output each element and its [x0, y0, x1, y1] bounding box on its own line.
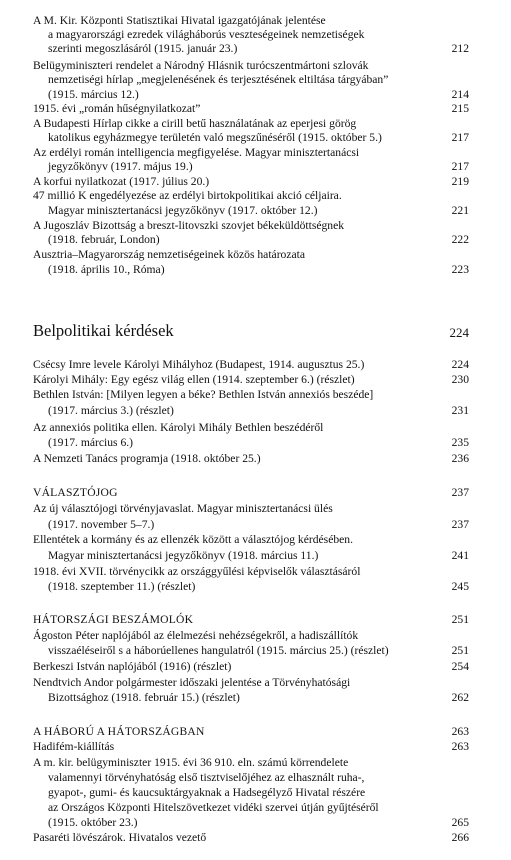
- toc-page-number: 251: [451, 613, 469, 626]
- toc-page-number: 236: [451, 452, 469, 465]
- toc-entry-text: (1918. február, London): [48, 233, 160, 246]
- toc-entry-text: Pasaréti lövészárok. Hivatalos vezető: [33, 831, 207, 844]
- toc-line: [0, 358, 511, 372]
- toc-entry-text: Ellentétek a kormány és az ellenzék között a választójog kérdésében.: [33, 533, 353, 546]
- toc-line: [0, 533, 511, 547]
- toc-line: [0, 756, 511, 770]
- toc-line: [0, 373, 511, 387]
- toc-page-number: 263: [451, 740, 469, 753]
- toc-page-number: 237: [451, 486, 469, 499]
- toc-line: [0, 160, 511, 174]
- toc-line: [0, 42, 511, 56]
- toc-page-number: 235: [451, 436, 469, 449]
- toc-page-number: 223: [451, 263, 469, 276]
- toc-entry-text: jegyzőkönyv (1917. május 19.): [48, 160, 193, 173]
- toc-line: [0, 404, 511, 418]
- toc-page-number: 215: [451, 102, 469, 115]
- toc-entry-text: (1915. március 12.): [48, 88, 139, 101]
- toc-page-number: 217: [451, 160, 469, 173]
- toc-line: [0, 831, 511, 845]
- toc-page-number: 214: [451, 88, 469, 101]
- toc-entry-text: 47 millió K engedélyezése az erdélyi birtokpolitikai akció céljaira.: [33, 189, 342, 202]
- toc-entry-text: gyapot-, gumi- és kaucsuktárgyaknak a Hadsegélyző Hivatal részére: [48, 786, 366, 799]
- toc-line: [0, 248, 511, 262]
- toc-entry-text: az Országos Központi Hitelszövetkezet vidéki szervei útján gyűjtéséről: [48, 801, 379, 814]
- toc-page-number: 217: [451, 131, 469, 144]
- toc-entry-text: A Budapesti Hírlap cikke a cirill betű használatának az eperjesi görög: [33, 117, 357, 130]
- toc-entry-text: A Jugoszláv Bizottság a breszt-litovszki szovjet békeküldöttségnek: [33, 219, 345, 232]
- toc-line: [0, 189, 511, 203]
- chapter-heading-title: Belpolitikai kérdések: [33, 321, 174, 340]
- toc-line: [0, 565, 511, 579]
- toc-entry-text: visszaéléseiről s a háborúellenes hangulatról (1915. március 25.) (részlet): [48, 644, 389, 657]
- toc-entry-text: Bizottsághoz (1918. február 15.) (részlet): [48, 691, 240, 704]
- toc-page-number: 212: [451, 42, 469, 55]
- toc-entry-text: A m. kir. belügyminiszter 1915. évi 36 910. eln. számú körrendelete: [33, 756, 349, 769]
- toc-line: [0, 771, 511, 785]
- toc-page-number: 263: [451, 725, 469, 738]
- toc-line: [0, 801, 511, 815]
- toc-line: [0, 452, 511, 466]
- toc-entry-text: Csécsy Imre levele Károlyi Mihályhoz (Budapest, 1914. augusztus 25.): [33, 358, 365, 371]
- toc-line: [0, 436, 511, 450]
- toc-line: [0, 204, 511, 218]
- toc-line: [0, 660, 511, 674]
- toc-line: [0, 740, 511, 754]
- toc-entry-text: (1918. szeptember 11.) (részlet): [48, 580, 196, 593]
- toc-entry-text: (1917. március 3.) (részlet): [48, 404, 174, 417]
- toc-line: [0, 102, 511, 116]
- toc-entry-text: Az erdélyi román intelligencia megfigyelése. Magyar minisztertanácsi: [33, 146, 360, 159]
- toc-line: [0, 691, 511, 705]
- toc-page-number: 221: [451, 204, 469, 217]
- toc-line: [0, 146, 511, 160]
- toc-entry-text: Hadifém-kiállítás: [33, 740, 115, 753]
- toc-page-number: 237: [451, 518, 469, 531]
- toc-entry-text: nemzetiségi hírlap „megjelenésének és terjesztésének eltiltása tárgyában”: [48, 73, 389, 86]
- toc-entry-text: Az új választójogi törvényjavaslat. Magyar minisztertanácsi ülés: [33, 502, 333, 515]
- toc-line: [0, 421, 511, 435]
- toc-line: [0, 14, 511, 28]
- toc-page-number: 262: [451, 691, 469, 704]
- toc-line: [0, 175, 511, 189]
- chapter-heading: [0, 322, 511, 342]
- toc-entry-text: 1918. évi XVII. törvénycikk az országgyűlési képviselők választásáról: [33, 565, 361, 578]
- toc-page-number: 224: [451, 358, 469, 371]
- section-heading-title: HÁTORSZÁGI BESZÁMOLÓK: [33, 613, 194, 626]
- toc-page-number: 241: [451, 549, 469, 562]
- section-heading: [0, 725, 511, 739]
- toc-entry-text: valamennyi törvényhatóság első tisztviselőjéhez az elhasznált ruha-,: [48, 771, 365, 784]
- toc-line: [0, 816, 511, 830]
- toc-line: [0, 219, 511, 233]
- toc-entry-text: (1918. április 10., Róma): [48, 263, 165, 276]
- toc-entry-text: 1915. évi „román hűségnyilatkozat”: [33, 102, 201, 115]
- toc-line: [0, 629, 511, 643]
- toc-page-number: 224: [449, 325, 469, 340]
- toc-line: [0, 786, 511, 800]
- toc-entry-text: Ágoston Péter naplójából az élelmezési nehézségekről, a hadiszállítók: [33, 629, 359, 642]
- toc-line: [0, 676, 511, 690]
- toc-entry-text: (1915. október 23.): [48, 816, 138, 829]
- section-heading-title: A HÁBORÚ A HÁTORSZÁGBAN: [33, 725, 205, 738]
- toc-line: [0, 59, 511, 73]
- toc-entry-text: Károlyi Mihály: Egy egész világ ellen (1914. szeptember 6.) (részlet): [33, 373, 355, 386]
- toc-page-number: 265: [451, 816, 469, 829]
- toc-entry-text: Magyar minisztertanácsi jegyzőkönyv (1918. március 11.): [48, 549, 319, 562]
- toc-entry-text: Bethlen István: [Milyen legyen a béke? Bethlen István annexiós beszéde]: [33, 388, 374, 401]
- toc-page-number: 245: [451, 580, 469, 593]
- toc-line: [0, 263, 511, 277]
- section-heading: [0, 486, 511, 500]
- toc-entry-text: a magyarországi ezredek világháborús veszteségeinek nemzetiségek: [48, 28, 365, 41]
- toc-line: [0, 28, 511, 42]
- toc-entry-text: (1917. november 5–7.): [48, 518, 155, 531]
- toc-entry-text: katolikus egyházmegye területén való megszűnéséről (1915. október 5.): [48, 131, 382, 144]
- toc-entry-text: Nendtvich Andor polgármester időszaki jelentése a Törvényhatósági: [33, 676, 351, 689]
- toc-page-number: 222: [451, 233, 469, 246]
- toc-page-number: 230: [451, 373, 469, 386]
- toc-page-number: 254: [451, 660, 469, 673]
- toc-line: [0, 233, 511, 247]
- toc-line: [0, 88, 511, 102]
- toc-line: [0, 131, 511, 145]
- toc-line: [0, 644, 511, 658]
- toc-entry-text: Berkeszi István naplójából (1916) (részlet): [33, 660, 232, 673]
- section-heading-title: VÁLASZTÓJOG: [33, 486, 118, 499]
- toc-page-number: 219: [451, 175, 469, 188]
- toc-line: [0, 388, 511, 402]
- toc-entry-text: Az annexiós politika ellen. Károlyi Mihály Bethlen beszédéről: [33, 421, 324, 434]
- toc-line: [0, 549, 511, 563]
- toc-entry-text: Belügyminiszteri rendelet a Národný Hlásnik turócszentmártoni szlovák: [33, 59, 369, 72]
- toc-line: [0, 518, 511, 532]
- toc-line: [0, 502, 511, 516]
- section-heading: [0, 613, 511, 627]
- toc-entry-text: A Nemzeti Tanács programja (1918. október 25.): [33, 452, 261, 465]
- toc-entry-text: szerinti megoszlásáról (1915. január 23.): [48, 42, 238, 55]
- toc-entry-text: Magyar minisztertanácsi jegyzőkönyv (1917. október 12.): [48, 204, 318, 217]
- toc-page-number: 266: [451, 831, 469, 844]
- toc-line: [0, 73, 511, 87]
- toc-page-number: 251: [451, 644, 469, 657]
- toc-page-number: 231: [451, 404, 469, 417]
- toc-entry-text: A korfui nyilatkozat (1917. július 20.): [33, 175, 210, 188]
- toc-line: [0, 117, 511, 131]
- toc-entry-text: A M. Kir. Központi Statisztikai Hivatal igazgatójának jelentése: [33, 14, 326, 27]
- toc-line: [0, 580, 511, 594]
- toc-entry-text: Ausztria–Magyarország nemzetiségeinek közös határozata: [33, 248, 306, 261]
- toc-entry-text: (1917. március 6.): [48, 436, 134, 449]
